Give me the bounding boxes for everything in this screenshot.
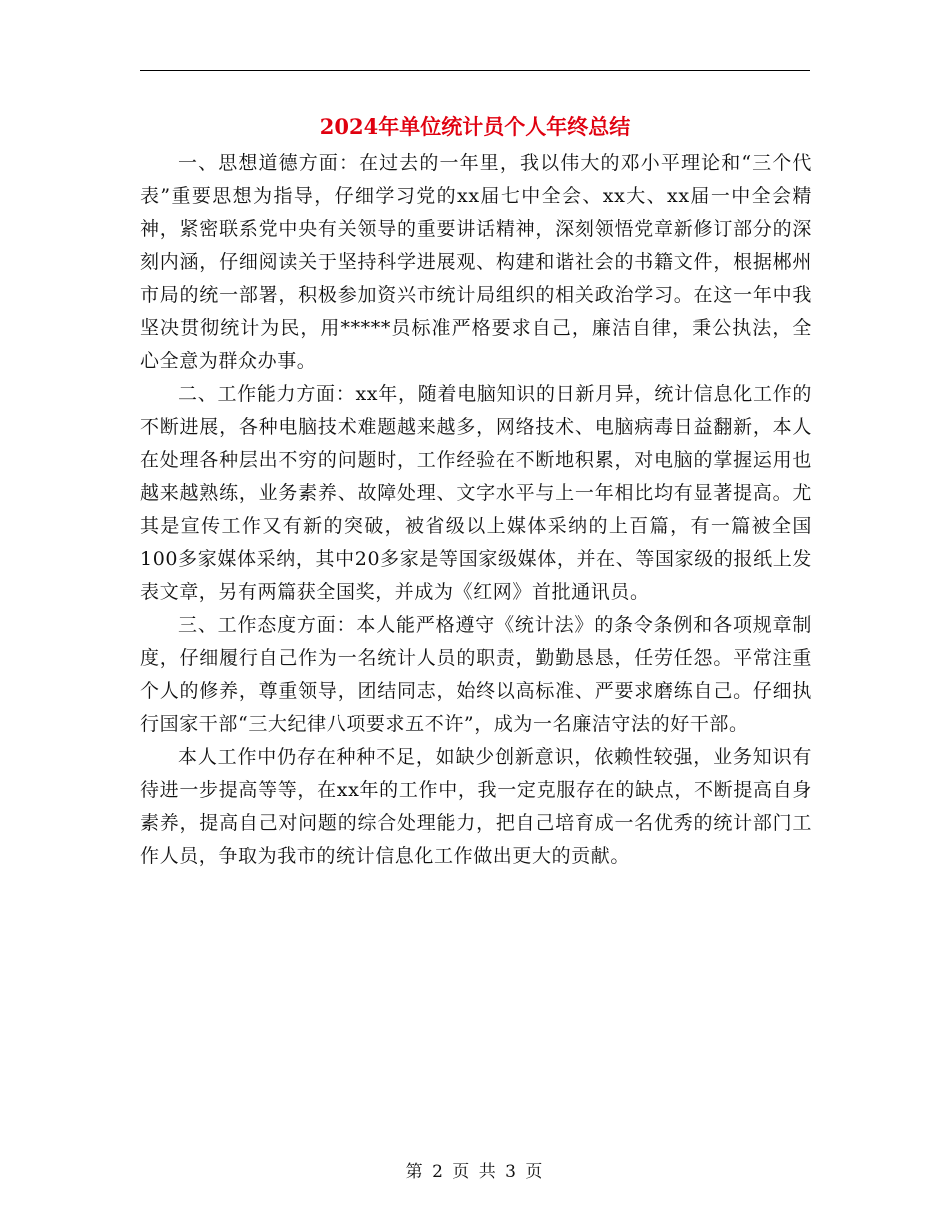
document-body xyxy=(140,147,812,873)
page-number: 第 2 页 共 3 页 xyxy=(405,1162,545,1182)
header-rule xyxy=(140,70,810,71)
paragraph-work-attitude: 三、工作态度方面：本人能严格遵守《统计法》的条令条例和各项规章制度，仔细履行自己作为一名统计人员的职责，勤勤恳恳，任劳任怨。平常注重个人的修养，尊重领导，团结同志，始终以高标准、严要求磨练自己。仔细执行国家干部“三大纪律八项要求五不许”，成为一名廉洁守法的好干部。 xyxy=(140,614,812,735)
document-title: 2024年单位统计员个人年终总结 xyxy=(319,114,631,139)
paragraph-ideology: 一、思想道德方面：在过去的一年里，我以伟大的邓小平理论和“三个代表”重要思想为指导，仔细学习党的xx届七中全会、xx大、xx届一中全会精神，紧密联系党中央有关领导的重要讲话精神，深刻领悟党章新修订部分的深刻内涵，仔细阅读关于坚持科学进展观、构建和谐社会的书籍文件，根据郴州市局的统一部署，积极参加资兴市统计局组织的相关政治学习。在这一年中我坚决贯彻统计为民，用*****员标准严格要求自己，廉洁自律，秉公执法，全心全意为群众办事。 xyxy=(140,152,812,372)
paragraph-shortcomings: 本人工作中仍存在种种不足，如缺少创新意识，依赖性较强，业务知识有待进一步提高等等，在xx年的工作中，我一定克服存在的缺点，不断提高自身素养，提高自己对问题的综合处理能力，把自己培育成一名优秀的统计部门工作人员，争取为我市的统计信息化工作做出更大的贡献。 xyxy=(140,746,812,867)
paragraph-work-ability: 二、工作能力方面：xx年，随着电脑知识的日新月异，统计信息化工作的不断进展，各种电脑技术难题越来越多，网络技术、电脑病毒日益翻新，本人在处理各种层出不穷的问题时，工作经验在不断地积累，对电脑的掌握运用也越来越熟练，业务素养、故障处理、文字水平与上一年相比均有显著提高。尤其是宣传工作又有新的突破，被省级以上媒体采纳的上百篇，有一篇被全国100多家媒体采纳，其中20多家是等国家级媒体，并在、等国家级的报纸上发表文章，另有两篇获全国奖，并成为《红网》首批通讯员。 xyxy=(140,383,812,603)
